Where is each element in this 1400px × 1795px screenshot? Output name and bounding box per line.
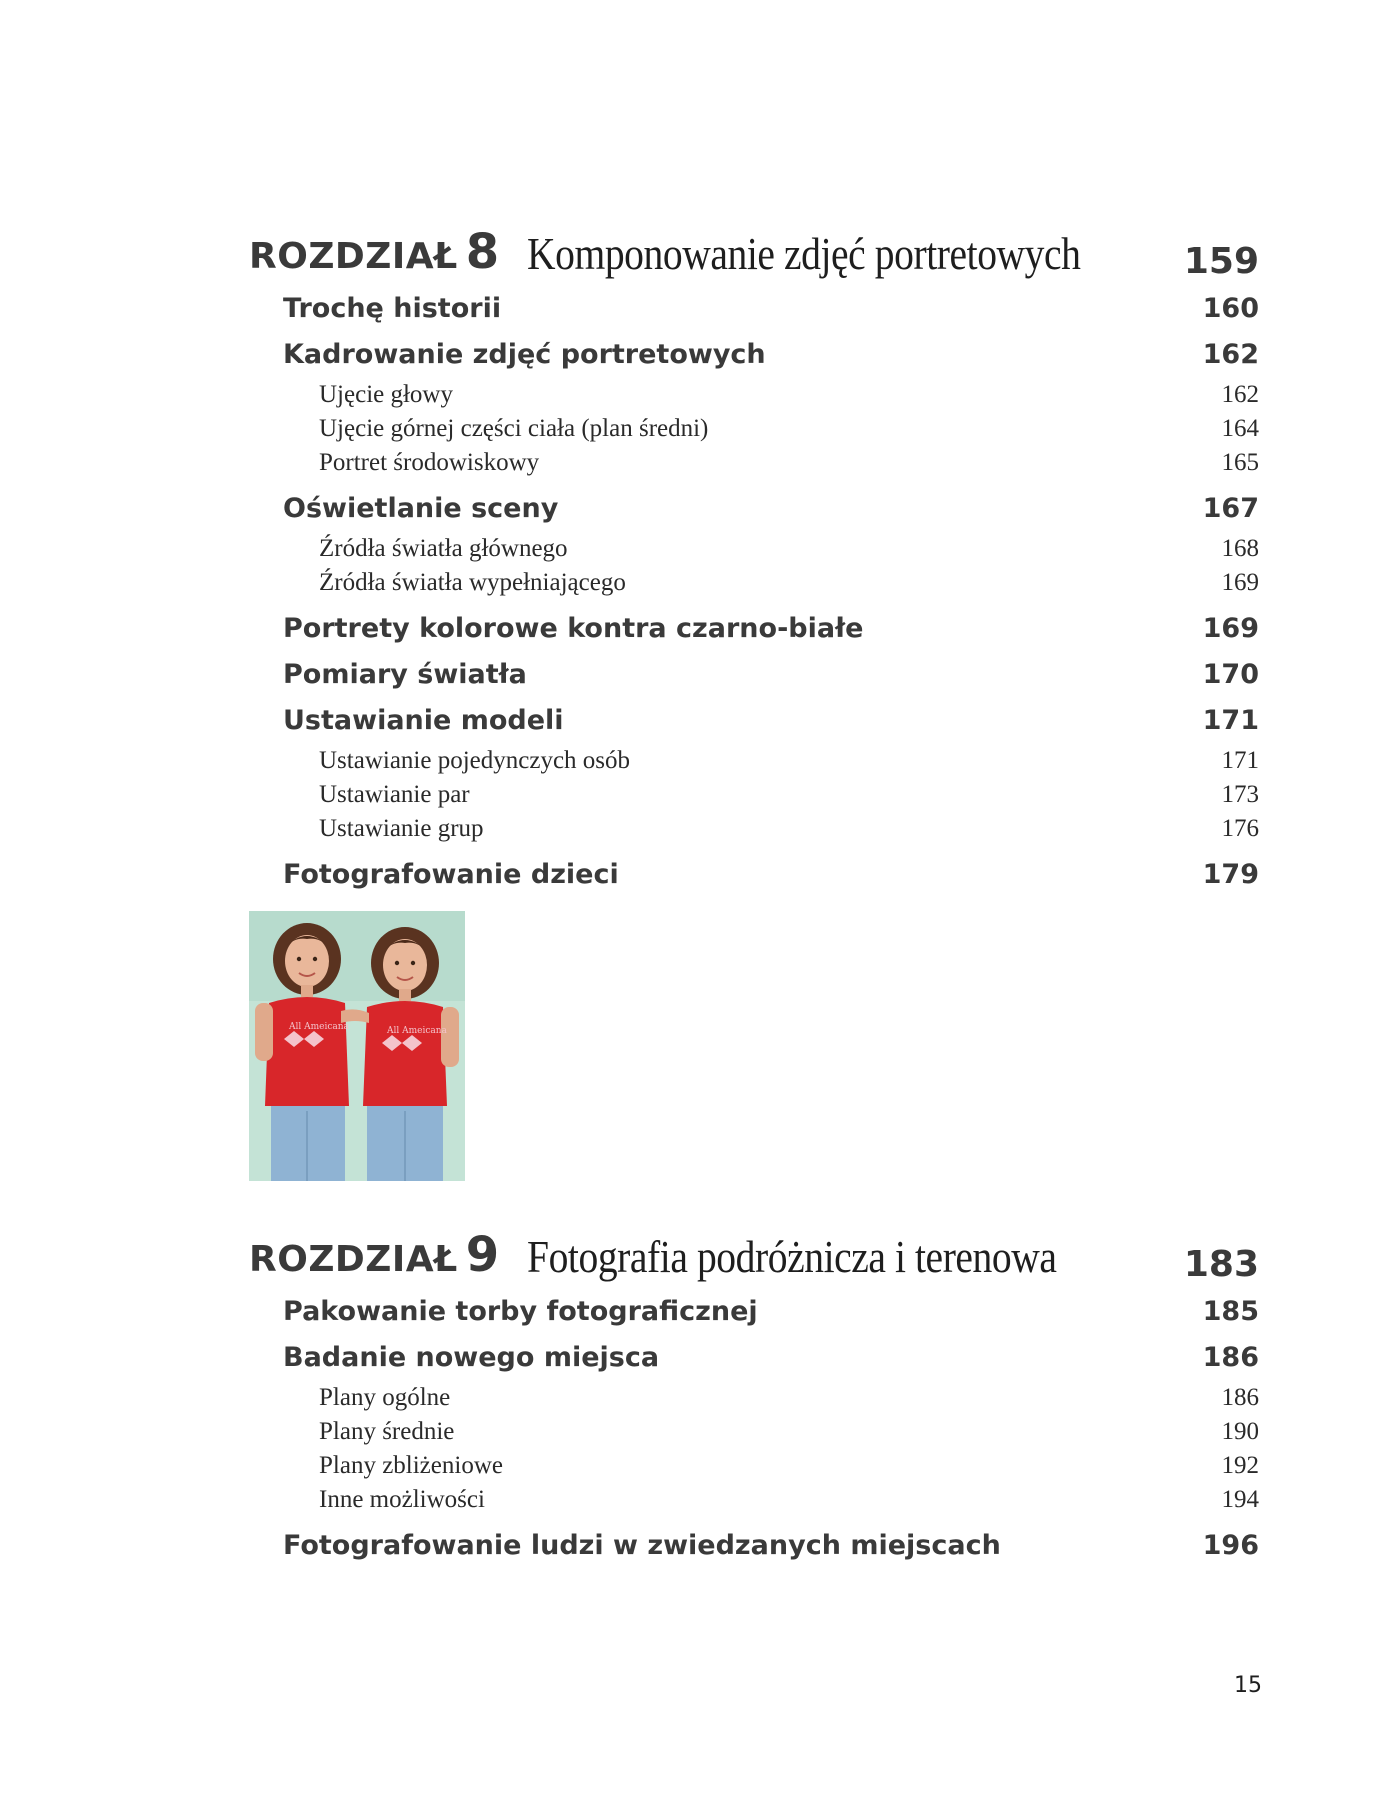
section-title: Fotografowanie dzieci bbox=[283, 859, 619, 890]
subsection-page: 168 bbox=[1221, 535, 1259, 562]
toc-subsection[interactable] bbox=[249, 412, 1259, 446]
chapter-number: 9 bbox=[465, 1227, 500, 1283]
subsection-title: Ustawianie grup bbox=[319, 815, 484, 842]
toc-subsections bbox=[249, 744, 1259, 846]
toc-section[interactable] bbox=[249, 286, 1259, 332]
section-page: 167 bbox=[1202, 493, 1259, 524]
twin-girls-photo bbox=[249, 911, 465, 1181]
toc-subsection[interactable] bbox=[249, 744, 1259, 778]
subsection-title: Inne możliwości bbox=[319, 1486, 485, 1513]
chapter-8-sections bbox=[249, 286, 1259, 898]
subsection-page: 171 bbox=[1221, 747, 1259, 774]
subsection-page: 164 bbox=[1221, 415, 1259, 442]
shirt-text-right: All Ameicana bbox=[387, 1026, 447, 1036]
toc-subsection[interactable] bbox=[249, 1381, 1259, 1415]
subsection-page: 190 bbox=[1221, 1418, 1259, 1445]
section-title: Portrety kolorowe kontra czarno-białe bbox=[283, 613, 864, 644]
section-page: 170 bbox=[1202, 659, 1259, 690]
page-number: 15 bbox=[1234, 1673, 1262, 1698]
toc-section[interactable] bbox=[249, 1289, 1259, 1335]
toc-subsection[interactable] bbox=[249, 378, 1259, 412]
subsection-page: 169 bbox=[1221, 569, 1259, 596]
subsection-title: Ujęcie górnej części ciała (plan średni) bbox=[319, 415, 709, 442]
section-page: 185 bbox=[1202, 1296, 1259, 1327]
toc-section[interactable] bbox=[249, 606, 1259, 652]
subsection-title: Źródła światła wypełniającego bbox=[319, 569, 626, 596]
subsection-title: Ujęcie głowy bbox=[319, 381, 453, 408]
section-title: Pomiary światła bbox=[283, 659, 527, 690]
toc-section[interactable] bbox=[249, 698, 1259, 744]
chapter-title: Komponowanie zdjęć portretowych bbox=[527, 228, 1081, 279]
section-page: 171 bbox=[1202, 705, 1259, 736]
chapter-8-photo bbox=[249, 911, 465, 1181]
section-page: 196 bbox=[1202, 1530, 1259, 1561]
subsection-title: Plany zbliżeniowe bbox=[319, 1452, 503, 1479]
subsection-page: 162 bbox=[1221, 381, 1259, 408]
toc-subsection[interactable] bbox=[249, 446, 1259, 480]
chapter-page: 183 bbox=[1183, 1244, 1259, 1285]
toc-subsection[interactable] bbox=[249, 1415, 1259, 1449]
toc-subsection[interactable] bbox=[249, 566, 1259, 600]
section-page: 169 bbox=[1202, 613, 1259, 644]
subsection-page: 176 bbox=[1221, 815, 1259, 842]
section-page: 160 bbox=[1202, 293, 1259, 324]
toc-subsections bbox=[249, 532, 1259, 600]
chapter-number: 8 bbox=[465, 224, 500, 280]
subsection-title: Ustawianie pojedynczych osób bbox=[319, 747, 631, 774]
toc-section[interactable] bbox=[249, 852, 1259, 898]
toc-subsections bbox=[249, 378, 1259, 480]
chapter-8-header bbox=[249, 222, 1259, 286]
toc-subsection[interactable] bbox=[249, 778, 1259, 812]
chapter-9 bbox=[249, 1225, 1259, 1569]
section-title: Trochę historii bbox=[283, 293, 502, 324]
section-title: Badanie nowego miejsca bbox=[283, 1342, 660, 1373]
section-title: Oświetlanie sceny bbox=[283, 493, 559, 524]
toc-subsection[interactable] bbox=[249, 1483, 1259, 1517]
toc-subsection[interactable] bbox=[249, 1449, 1259, 1483]
section-page: 162 bbox=[1202, 339, 1259, 370]
chapter-page: 159 bbox=[1183, 241, 1259, 282]
section-title: Pakowanie torby fotograficznej bbox=[283, 1296, 758, 1327]
chapter-label: ROZDZIAŁ 8 bbox=[249, 224, 500, 280]
subsection-title: Plany ogólne bbox=[319, 1384, 451, 1411]
subsection-page: 192 bbox=[1221, 1452, 1259, 1479]
subsection-page: 194 bbox=[1221, 1486, 1259, 1513]
section-title: Kadrowanie zdjęć portretowych bbox=[283, 339, 766, 370]
toc-section[interactable] bbox=[249, 652, 1259, 698]
toc-section[interactable] bbox=[249, 332, 1259, 378]
toc-section[interactable] bbox=[249, 1335, 1259, 1381]
chapter-label: ROZDZIAŁ 9 bbox=[249, 1227, 500, 1283]
chapter-title: Fotografia podróżnicza i terenowa bbox=[527, 1231, 1057, 1282]
subsection-title: Ustawianie par bbox=[319, 781, 470, 808]
shirt-text-left: All Ameicana bbox=[289, 1022, 349, 1032]
subsection-title: Portret środowiskowy bbox=[319, 449, 540, 476]
subsection-page: 186 bbox=[1221, 1384, 1259, 1411]
chapter-9-sections bbox=[249, 1289, 1259, 1569]
chapter-8 bbox=[249, 222, 1259, 898]
chapter-9-header bbox=[249, 1225, 1259, 1289]
subsection-page: 173 bbox=[1221, 781, 1259, 808]
subsection-title: Źródła światła głównego bbox=[319, 535, 568, 562]
toc-subsections bbox=[249, 1381, 1259, 1517]
toc-subsection[interactable] bbox=[249, 532, 1259, 566]
section-title: Ustawianie modeli bbox=[283, 705, 564, 736]
subsection-title: Plany średnie bbox=[319, 1418, 455, 1445]
subsection-page: 165 bbox=[1221, 449, 1259, 476]
section-page: 179 bbox=[1202, 859, 1259, 890]
toc-section[interactable] bbox=[249, 486, 1259, 532]
section-title: Fotografowanie ludzi w zwiedzanych miejscach bbox=[283, 1530, 1001, 1561]
section-page: 186 bbox=[1202, 1342, 1259, 1373]
toc-section[interactable] bbox=[249, 1523, 1259, 1569]
toc-subsection[interactable] bbox=[249, 812, 1259, 846]
